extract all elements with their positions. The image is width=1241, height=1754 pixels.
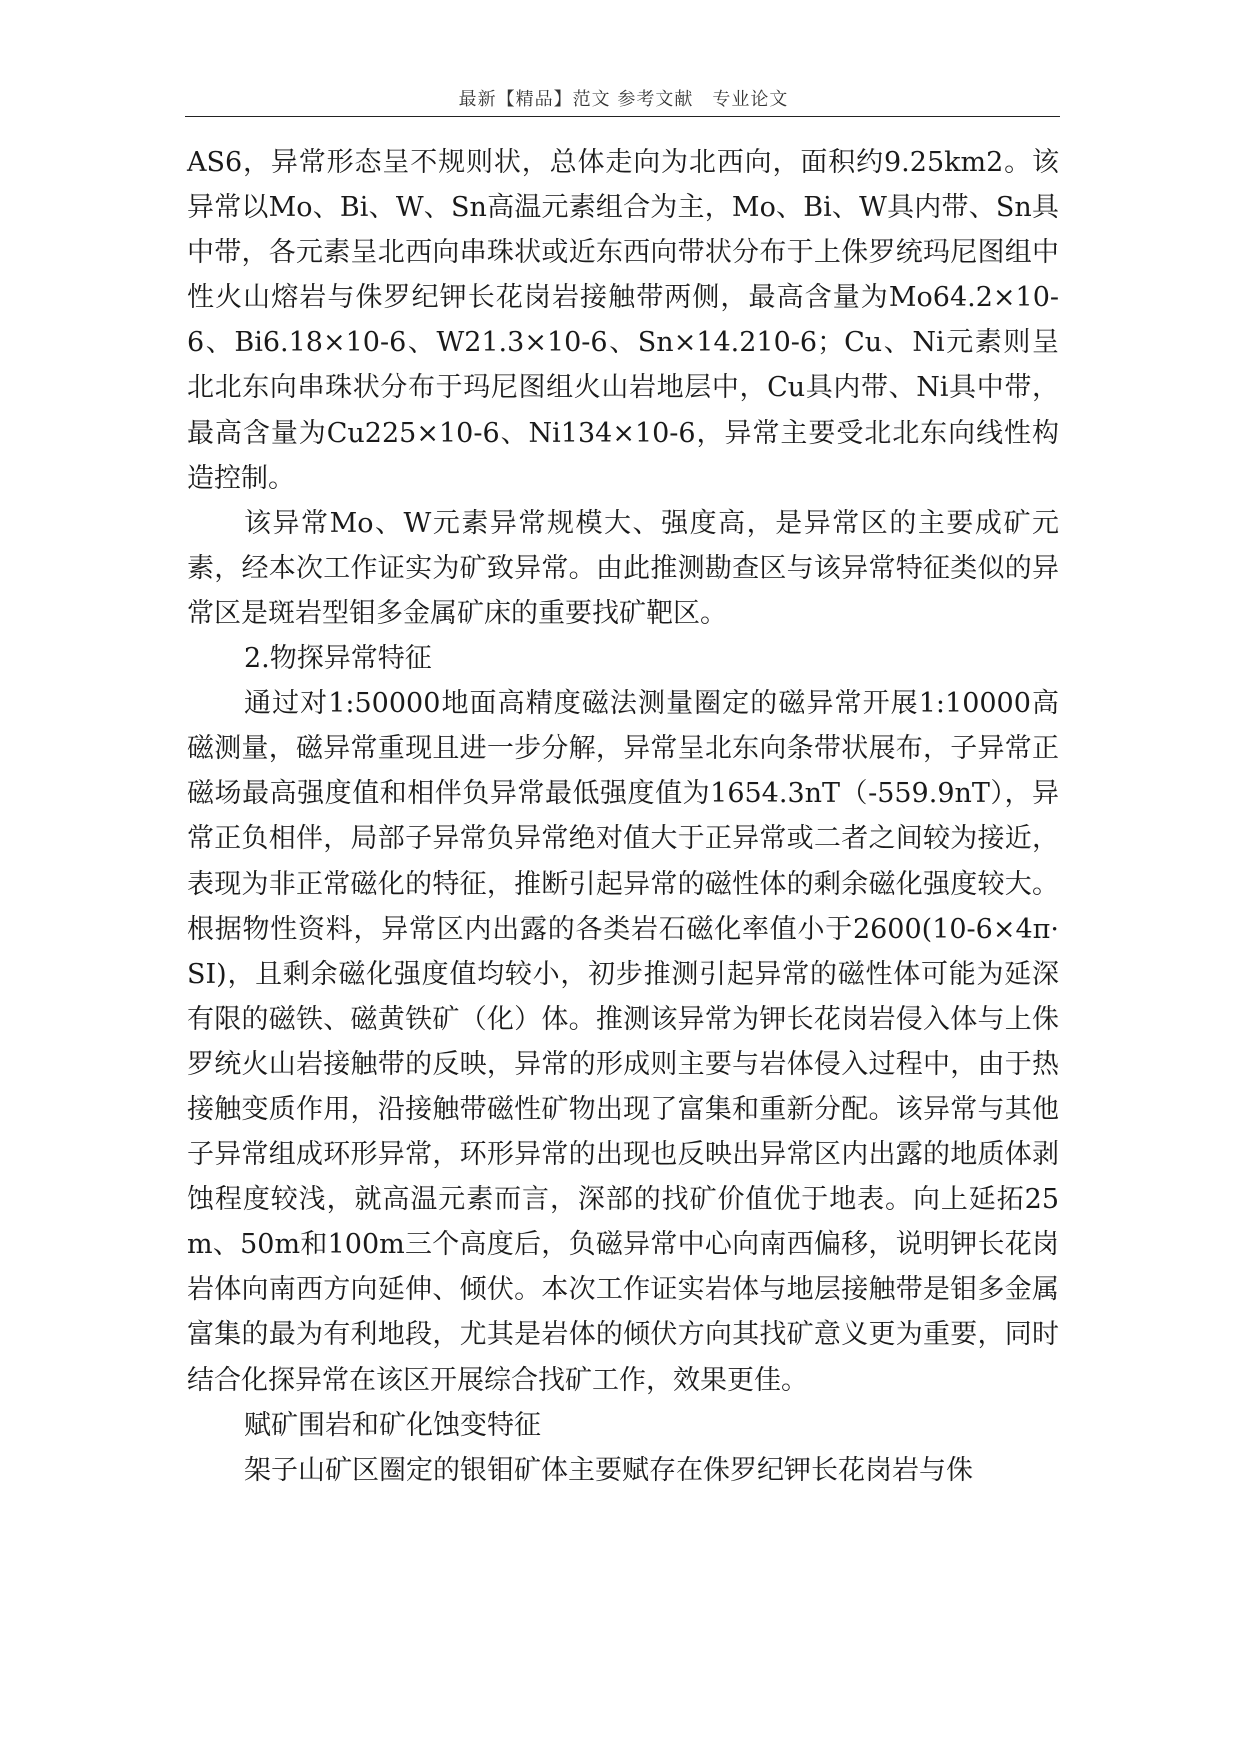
section-heading-wallrock: 赋矿围岩和矿化蚀变特征 [244, 1409, 541, 1441]
paragraph-geochem-anomaly: AS6，异常形态呈不规则状，总体走向为北西向，面积约9.25km2。该异常以Mo、Bi、W、Sn高温元素组合为主，Mo、Bi、W具内带、Sn具中带，各元素呈北西向串珠状或近东西向带状分布于上侏罗统玛尼图组中性火山熔岩与侏罗纪钾长花岗岩接触带两侧，最高含量为Mo64.2×10-6、Bi6.18×10-6、W21.3×10-6、Sn×14.210-6；Cu、Ni元素则呈北北东向串珠状分布于玛尼图组火山岩地层中，Cu具内带、Ni具中带，最高含量为Cu225×10-6、Ni134×10-6，异常主要受北北东向线性构造控制。 [187, 147, 1059, 494]
header-divider [185, 116, 1060, 117]
section-heading-geophysical: 2.物探异常特征 [244, 643, 432, 675]
paragraph-ore-body: 架子山矿区圈定的银钼矿体主要赋存在侏罗纪钾长花岗岩与侏 [244, 1454, 973, 1486]
paragraph-anomaly-summary: 该异常Mo、W元素异常规模大、强度高，是异常区的主要成矿元素，经本次工作证实为矿致异常。由此推测勘查区与该异常特征类似的异常区是斑岩型钼多金属矿床的重要找矿靶区。 [187, 507, 1059, 629]
document-body [187, 140, 1059, 1493]
page-header: 最新【精品】范文 参考文献 专业论文 [458, 89, 789, 110]
paragraph-magnetic-anomaly: 通过对1:50000地面高精度磁法测量圈定的磁异常开展1:10000高磁测量，磁异常重现且进一步分解，异常呈北东向条带状展布，子异常正磁场最高强度值和相伴负异常最低强度值为1654.3nT（-559.9nT），异常正负相伴，局部子异常负异常绝对值大于正异常或二者之间较为接近，表现为非正常磁化的特征，推断引起异常的磁性体的剩余磁化强度较大。根据物性资料，异常区内出露的各类岩石磁化率值小于2600(10-6×4π·SI)，且剩余磁化强度值均较小，初步推测引起异常的磁性体可能为延深有限的磁铁、磁黄铁矿（化）体。推测该异常为钾长花岗岩侵入体与上侏罗统火山岩接触带的反映，异常的形成则主要与岩体侵入过程中，由于热接触变质作用，沿接触带磁性矿物出现了富集和重新分配。该异常与其他子异常组成环形异常，环形异常的出现也反映出异常区内出露的地质体剥蚀程度较浅，就高温元素而言，深部的找矿价值优于地表。向上延拓25m、50m和100m三个高度后，负磁异常中心向南西偏移，说明钾长花岗岩体向南西方向延伸、倾伏。本次工作证实岩体与地层接触带是钼多金属富集的最为有利地段，尤其是岩体的倾伏方向其找矿意义更为重要，同时结合化探异常在该区开展综合找矿工作，效果更佳。 [187, 688, 1059, 1396]
